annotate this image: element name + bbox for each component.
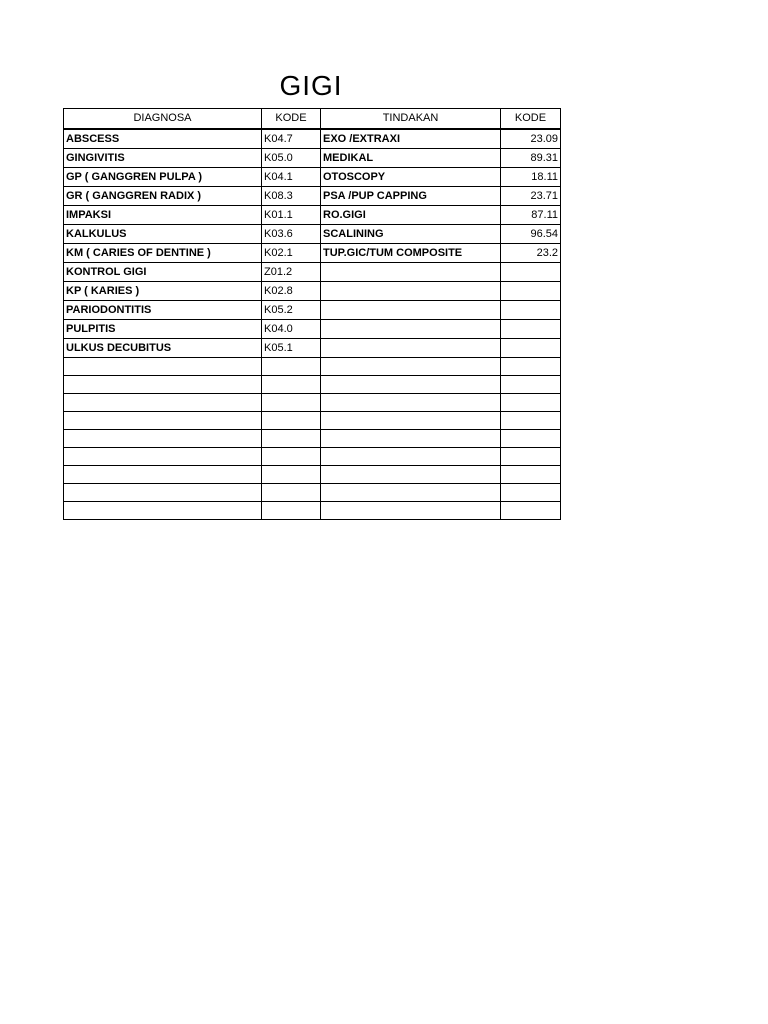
cell-diagnosa [64, 411, 262, 429]
cell-tindakan [321, 338, 501, 357]
cell-tindakan [321, 262, 501, 281]
table-row [64, 205, 561, 224]
table-body [64, 129, 561, 520]
cell-diagnosa [64, 447, 262, 465]
table-row [64, 148, 561, 167]
cell-diagnosa: PULPITIS [64, 319, 262, 338]
table-row [64, 281, 561, 300]
cell-kode-tindakan: 89.31 [501, 148, 561, 167]
cell-kode-diagnosa: K08.3 [262, 186, 321, 205]
cell-diagnosa: KONTROL GIGI [64, 262, 262, 281]
cell-tindakan [321, 393, 501, 411]
cell-tindakan: RO.GIGI [321, 205, 501, 224]
table-row [64, 357, 561, 375]
cell-kode-tindakan [501, 465, 561, 483]
cell-diagnosa: KM ( CARIES OF DENTINE ) [64, 243, 262, 262]
cell-diagnosa: ABSCESS [64, 129, 262, 149]
page-title: GIGI [279, 70, 343, 101]
cell-kode-tindakan [501, 262, 561, 281]
cell-tindakan [321, 447, 501, 465]
cell-kode-diagnosa [262, 501, 321, 519]
cell-diagnosa [64, 375, 262, 393]
cell-tindakan: TUP.GIC/TUM COMPOSITE [321, 243, 501, 262]
cell-diagnosa: KP ( KARIES ) [64, 281, 262, 300]
cell-kode-tindakan [501, 393, 561, 411]
table-row [64, 501, 561, 519]
cell-kode-tindakan [501, 447, 561, 465]
cell-kode-tindakan [501, 483, 561, 501]
cell-kode-diagnosa [262, 375, 321, 393]
cell-diagnosa: GINGIVITIS [64, 148, 262, 167]
cell-kode-diagnosa: K03.6 [262, 224, 321, 243]
cell-kode-diagnosa: K02.1 [262, 243, 321, 262]
cell-kode-diagnosa: K01.1 [262, 205, 321, 224]
header-kode-diagnosa: KODE [262, 109, 321, 129]
cell-kode-tindakan [501, 281, 561, 300]
cell-tindakan: PSA /PUP CAPPING [321, 186, 501, 205]
cell-tindakan [321, 501, 501, 519]
table-row [64, 465, 561, 483]
cell-kode-tindakan: 18.11 [501, 167, 561, 186]
cell-diagnosa [64, 465, 262, 483]
cell-kode-tindakan [501, 357, 561, 375]
cell-kode-diagnosa [262, 411, 321, 429]
cell-tindakan [321, 429, 501, 447]
cell-tindakan [321, 465, 501, 483]
cell-kode-tindakan: 96.54 [501, 224, 561, 243]
table-row [64, 483, 561, 501]
cell-kode-tindakan: 87.11 [501, 205, 561, 224]
cell-kode-diagnosa: K04.7 [262, 129, 321, 149]
cell-kode-diagnosa: K05.1 [262, 338, 321, 357]
cell-kode-diagnosa [262, 465, 321, 483]
cell-diagnosa [64, 393, 262, 411]
cell-diagnosa [64, 429, 262, 447]
cell-tindakan [321, 411, 501, 429]
cell-diagnosa: IMPAKSI [64, 205, 262, 224]
cell-kode-tindakan: 23.2 [501, 243, 561, 262]
cell-kode-tindakan: 23.09 [501, 129, 561, 149]
cell-kode-diagnosa [262, 429, 321, 447]
header-diagnosa: DIAGNOSA [64, 109, 262, 129]
cell-diagnosa: GP ( GANGGREN PULPA ) [64, 167, 262, 186]
cell-tindakan: MEDIKAL [321, 148, 501, 167]
table-row [64, 129, 561, 149]
cell-diagnosa: KALKULUS [64, 224, 262, 243]
cell-kode-tindakan: 23.71 [501, 186, 561, 205]
cell-tindakan [321, 281, 501, 300]
cell-tindakan [321, 483, 501, 501]
cell-kode-tindakan [501, 338, 561, 357]
cell-tindakan: EXO /EXTRAXI [321, 129, 501, 149]
cell-tindakan: OTOSCOPY [321, 167, 501, 186]
cell-kode-tindakan [501, 501, 561, 519]
table-row [64, 393, 561, 411]
table-row [64, 262, 561, 281]
table-header-row [64, 109, 561, 129]
table-row [64, 167, 561, 186]
cell-diagnosa [64, 483, 262, 501]
cell-tindakan: SCALINING [321, 224, 501, 243]
cell-kode-tindakan [501, 411, 561, 429]
header-tindakan: TINDAKAN [321, 109, 501, 129]
cell-diagnosa: PARIODONTITIS [64, 300, 262, 319]
table-row [64, 300, 561, 319]
cell-kode-tindakan [501, 429, 561, 447]
header-kode-tindakan: KODE [501, 109, 561, 129]
table-row [64, 447, 561, 465]
cell-diagnosa [64, 501, 262, 519]
cell-kode-diagnosa [262, 357, 321, 375]
cell-kode-tindakan [501, 375, 561, 393]
cell-tindakan [321, 357, 501, 375]
cell-tindakan [321, 319, 501, 338]
table-row [64, 429, 561, 447]
cell-kode-diagnosa: K05.2 [262, 300, 321, 319]
cell-kode-diagnosa [262, 447, 321, 465]
table-row [64, 319, 561, 338]
cell-kode-diagnosa [262, 393, 321, 411]
table-row [64, 338, 561, 357]
cell-kode-diagnosa [262, 483, 321, 501]
cell-diagnosa: GR ( GANGGREN RADIX ) [64, 186, 262, 205]
cell-diagnosa: ULKUS DECUBITUS [64, 338, 262, 357]
cell-kode-diagnosa: K04.0 [262, 319, 321, 338]
code-table [63, 108, 561, 520]
table-row [64, 375, 561, 393]
cell-kode-diagnosa: K02.8 [262, 281, 321, 300]
cell-kode-tindakan [501, 319, 561, 338]
cell-tindakan [321, 300, 501, 319]
cell-tindakan [321, 375, 501, 393]
table-row [64, 411, 561, 429]
table-row [64, 243, 561, 262]
cell-kode-diagnosa: K04.1 [262, 167, 321, 186]
table-row [64, 224, 561, 243]
cell-kode-diagnosa: K05.0 [262, 148, 321, 167]
cell-kode-tindakan [501, 300, 561, 319]
cell-kode-diagnosa: Z01.2 [262, 262, 321, 281]
table-row [64, 186, 561, 205]
cell-diagnosa [64, 357, 262, 375]
